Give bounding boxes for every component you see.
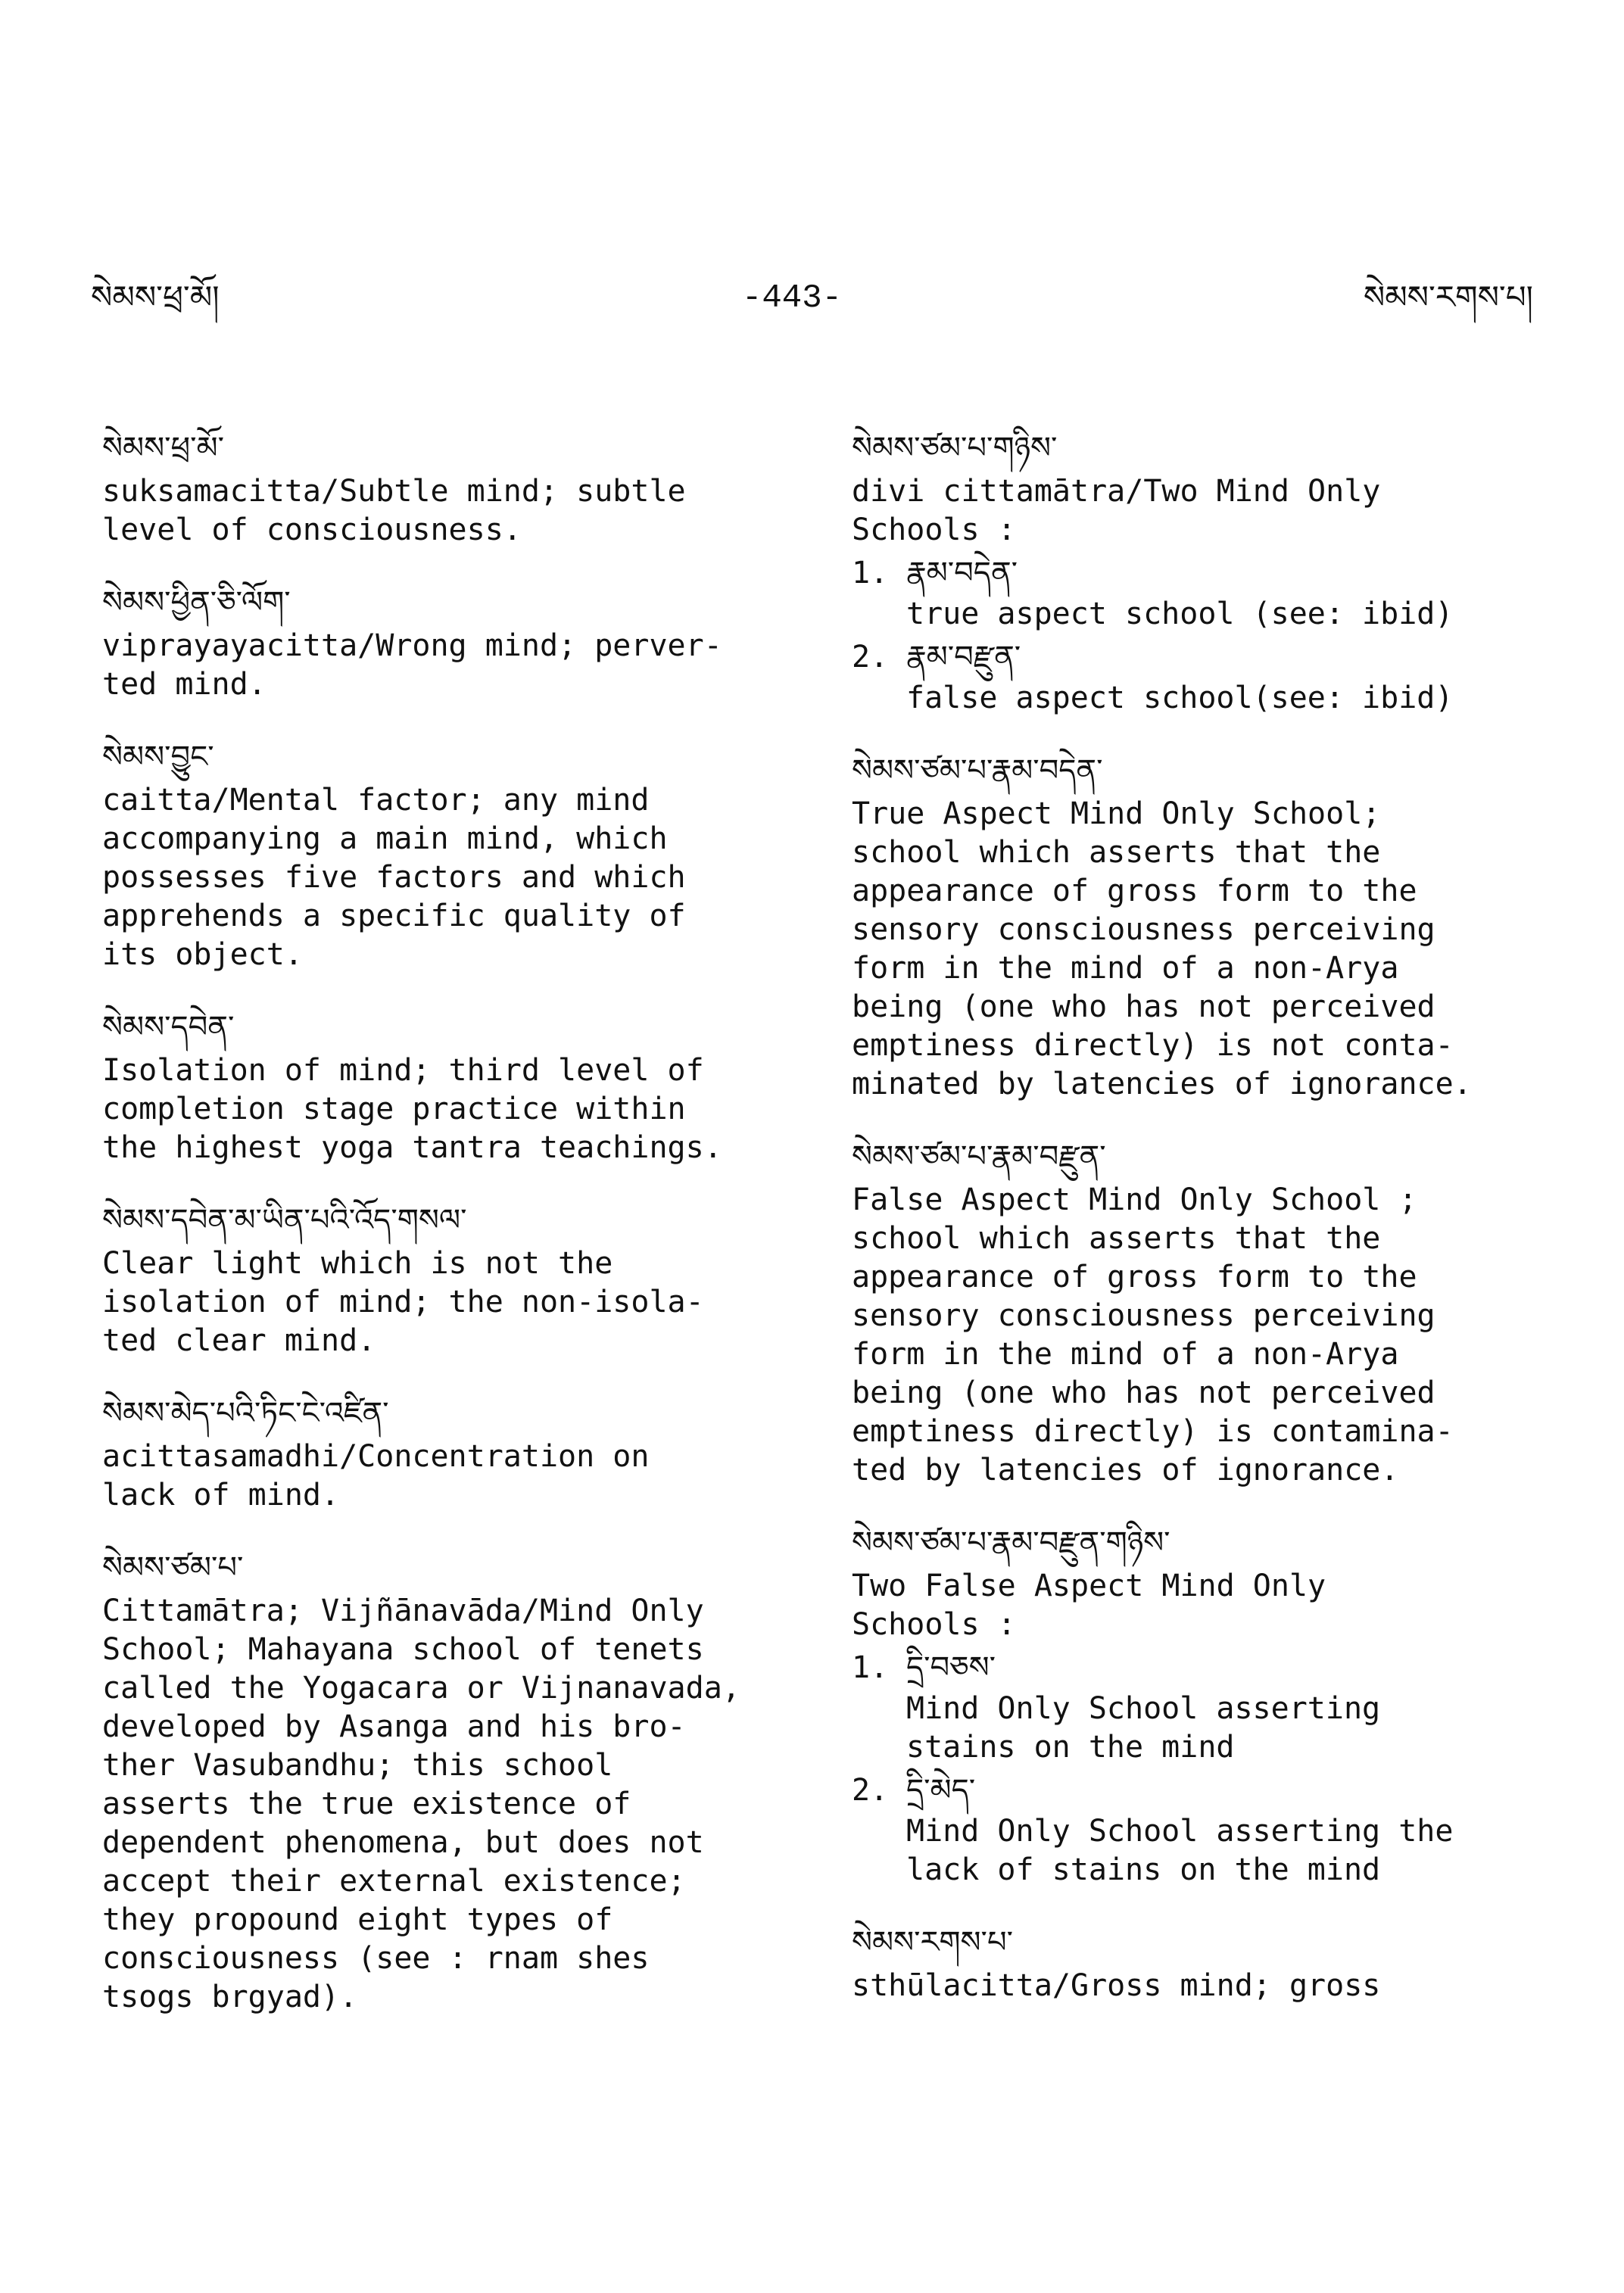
entry-headword: སེམས་དབེན་ bbox=[102, 1010, 235, 1045]
entry-definition: viprayayacitta/Wrong mind; perver- ted mind. bbox=[102, 628, 722, 702]
entry-definition: sthūlacitta/Gross mind; gross bbox=[852, 1968, 1381, 2003]
item-tibetan-term: དྲི་བཅས་ bbox=[906, 1650, 996, 1685]
running-head-left: སེམས་ཕྲ་མོ། bbox=[91, 279, 220, 316]
entry-headword: སེམས་མེད་པའི་ཏིང་ངེ་འཛིན་ bbox=[102, 1396, 389, 1431]
item-tibetan-term: རྣམ་བརྫུན་ bbox=[906, 640, 1021, 675]
dictionary-entry bbox=[102, 1003, 784, 1167]
item-number: 2. bbox=[852, 1773, 889, 1808]
left-column bbox=[102, 424, 784, 2045]
entry-definition: caitta/Mental factor; any mind accompanying a main mind, which possesses five factors and which apprehends a specific quality of its object. bbox=[102, 783, 686, 972]
dictionary-entry bbox=[102, 424, 784, 550]
running-head-right: སེམས་རགས་པ། bbox=[1363, 279, 1533, 316]
entry-headword: སེམས་ཙམ་པ་ bbox=[102, 1550, 244, 1585]
dictionary-entry bbox=[102, 1389, 784, 1515]
dictionary-entry bbox=[102, 578, 784, 704]
numbered-item bbox=[852, 551, 1533, 634]
item-body bbox=[906, 635, 1533, 718]
dictionary-entry bbox=[102, 1196, 784, 1360]
dictionary-entry bbox=[102, 1544, 784, 2017]
item-body bbox=[906, 1768, 1533, 1890]
page-number: -443- bbox=[742, 279, 843, 317]
dictionary-entry bbox=[102, 733, 784, 974]
item-gloss: Mind Only School asserting stains on the mind bbox=[906, 1691, 1381, 1765]
item-gloss: Mind Only School asserting the lack of stains on the mind bbox=[906, 1814, 1454, 1887]
entry-definition: Clear light which is not the isolation of mind; the non-isola- ted clear mind. bbox=[102, 1246, 704, 1358]
dictionary-entry bbox=[852, 424, 1533, 718]
dictionary-entry bbox=[852, 1132, 1533, 1490]
numbered-item bbox=[852, 1646, 1533, 1767]
entry-headword: སེམས་བྱུང་ bbox=[102, 740, 214, 774]
item-gloss: false aspect school(see: ibid) bbox=[906, 681, 1454, 715]
entry-definition: acittasamadhi/Concentration on lack of mind. bbox=[102, 1439, 650, 1513]
item-number: 1. bbox=[852, 1650, 889, 1685]
numbered-item bbox=[852, 1768, 1533, 1890]
entry-headword: སེམས་ཙམ་པ་གཉིས་ bbox=[852, 431, 1058, 466]
entry-definition: True Aspect Mind Only School; school which asserts that the appearance of gross form to the sensory consciousness perceiving form in the mind of a non-Arya being (one who has not perceived emptiness directly) is not conta- minated by latencies of ignorance. bbox=[852, 796, 1472, 1101]
item-tibetan-term: རྣམ་བདེན་ bbox=[906, 556, 1018, 590]
numbered-item bbox=[852, 635, 1533, 718]
dictionary-entry bbox=[852, 1519, 1533, 1890]
item-tibetan-term: དྲི་མེད་ bbox=[906, 1773, 976, 1808]
entry-headword: སེམས་ཙམ་པ་རྣམ་བདེན་ bbox=[852, 753, 1103, 788]
entry-headword: སེམས་ཕྱིན་ཅི་ལོག་ bbox=[102, 585, 291, 620]
entry-definition: Isolation of mind; third level of completion stage practice within the highest yoga tantra teachings. bbox=[102, 1053, 722, 1165]
entry-headword: སེམས་ཙམ་པ་རྣམ་བརྫུན་གཉིས་ bbox=[852, 1525, 1170, 1560]
item-number: 1. bbox=[852, 556, 889, 590]
entry-definition: Cittamātra; Vijñānavāda/Mind Only School; Mahayana school of tenets called the Yogacara or Vijnanavada, developed by Asanga and his bro- ther Vasubandhu; this school asserts the true existence of dependent phenomena, but does not accept their external existence; they propound eight types of consciousness (see : rnam shes tsogs brgyad). bbox=[102, 1594, 740, 2014]
dictionary-entry bbox=[852, 1918, 1533, 2005]
item-body bbox=[906, 551, 1533, 634]
entry-headword: སེམས་རགས་པ་ bbox=[852, 1925, 1013, 1960]
item-number: 2. bbox=[852, 640, 889, 675]
entry-definition: False Aspect Mind Only School ; school which asserts that the appearance of gross form to the sensory consciousness perceiving form in the mind of a non-Arya being (one who has not perceived emptiness directly) is contamina- ted by latencies of ignorance. bbox=[852, 1182, 1454, 1488]
entry-headword: སེམས་དབེན་མ་ཡིན་པའི་འོད་གསལ་ bbox=[102, 1203, 467, 1238]
entry-definition: divi cittamātra/Two Mind Only Schools : bbox=[852, 474, 1381, 547]
entry-headword: སེམས་ཙམ་པ་རྣམ་བརྫུན་ bbox=[852, 1139, 1106, 1174]
item-gloss: true aspect school (see: ibid) bbox=[906, 597, 1454, 631]
item-body bbox=[906, 1646, 1533, 1767]
entry-definition: Two False Aspect Mind Only Schools : bbox=[852, 1569, 1326, 1642]
dictionary-entry bbox=[852, 746, 1533, 1104]
entry-definition: suksamacitta/Subtle mind; subtle level of consciousness. bbox=[102, 474, 686, 547]
entry-headword: སེམས་ཕྲ་མོ་ bbox=[102, 431, 224, 466]
right-column bbox=[852, 424, 1533, 2034]
